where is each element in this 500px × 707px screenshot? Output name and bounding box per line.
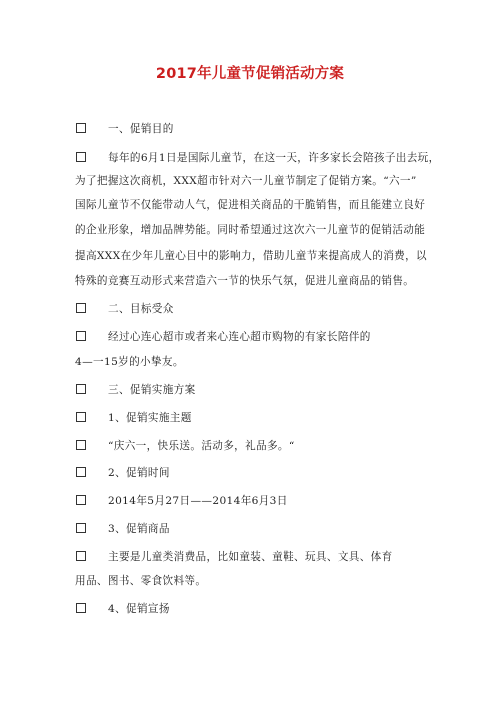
text-line [75,122,174,136]
checkbox-icon [76,384,86,394]
checkbox-icon [76,551,86,561]
text-line [75,151,440,165]
line-text: 1、促销实施主题 [108,412,192,424]
text-line [75,302,174,316]
line-text: 每年的6月1日是国际儿童节，在这一天，许多家长会陪孩子出去玩， [108,152,440,164]
line-text: 用品、图书、零食饮料等。 [75,575,207,587]
text-line [75,249,427,263]
line-text: 三、促销实施方案 [108,384,196,396]
line-text: 一、促销目的 [108,123,174,135]
line-text: 3、促销商品 [108,523,170,535]
text-line [75,439,295,453]
checkbox-icon [76,331,86,341]
checkbox-icon [76,152,86,162]
checkbox-icon [76,412,86,422]
text-line [75,494,288,508]
line-text: 4—一15岁的小挚友。 [75,356,184,368]
line-text: 2014年5月27日——2014年6月3日 [108,495,288,507]
line-text: 特殊的竞赛互动形式来营造六一节的快乐气氛，促进儿童商品的销售。 [75,275,415,287]
checkbox-icon [76,603,86,613]
text-line [75,522,170,536]
line-text: 经过心连心超市或者来心连心超市购物的有家长陪伴的 [108,331,371,343]
checkbox-icon [76,495,86,505]
text-line [75,223,425,237]
text-line [75,274,414,288]
checkbox-icon [76,523,86,533]
text-line [75,383,196,397]
line-text: 2、促销时间 [108,467,170,479]
checkbox-icon [76,440,86,450]
text-line [75,198,425,212]
checkbox-icon [76,467,86,477]
text-line [75,411,192,425]
line-text: 4、促销宣扬 [108,603,170,615]
line-text: 主要是儿童类消费品，比如童装、童鞋、玩具、文具、体育 [108,551,393,563]
line-text: 的企业形象，增加品牌势能。同时希望通过这次六一儿童节的促销活动能 [75,224,426,236]
line-text: 为了把握这次商机，XXX超市针对六一儿童节制定了促销方案。“六一” [75,175,417,187]
text-line [75,550,393,564]
checkbox-icon [76,303,86,313]
line-text: 二、目标受众 [108,303,174,315]
text-line [75,466,170,480]
text-line [75,174,417,188]
line-text: “庆六一，快乐送。活动多，礼品多。“ [108,440,295,452]
text-line [75,330,371,344]
checkbox-icon [76,123,86,133]
text-line [75,602,170,616]
document-title: 2017年儿童节促销活动方案 [155,66,345,82]
line-text: 国际儿童节不仅能带动人气，促进相关商品的干脆销售，而且能建立良好 [75,199,426,211]
text-line [75,574,206,588]
line-text: 提高XXX在少年儿童心目中的影响力，借助儿童节来提高成人的消费，以 [75,250,427,262]
text-line [75,355,184,369]
